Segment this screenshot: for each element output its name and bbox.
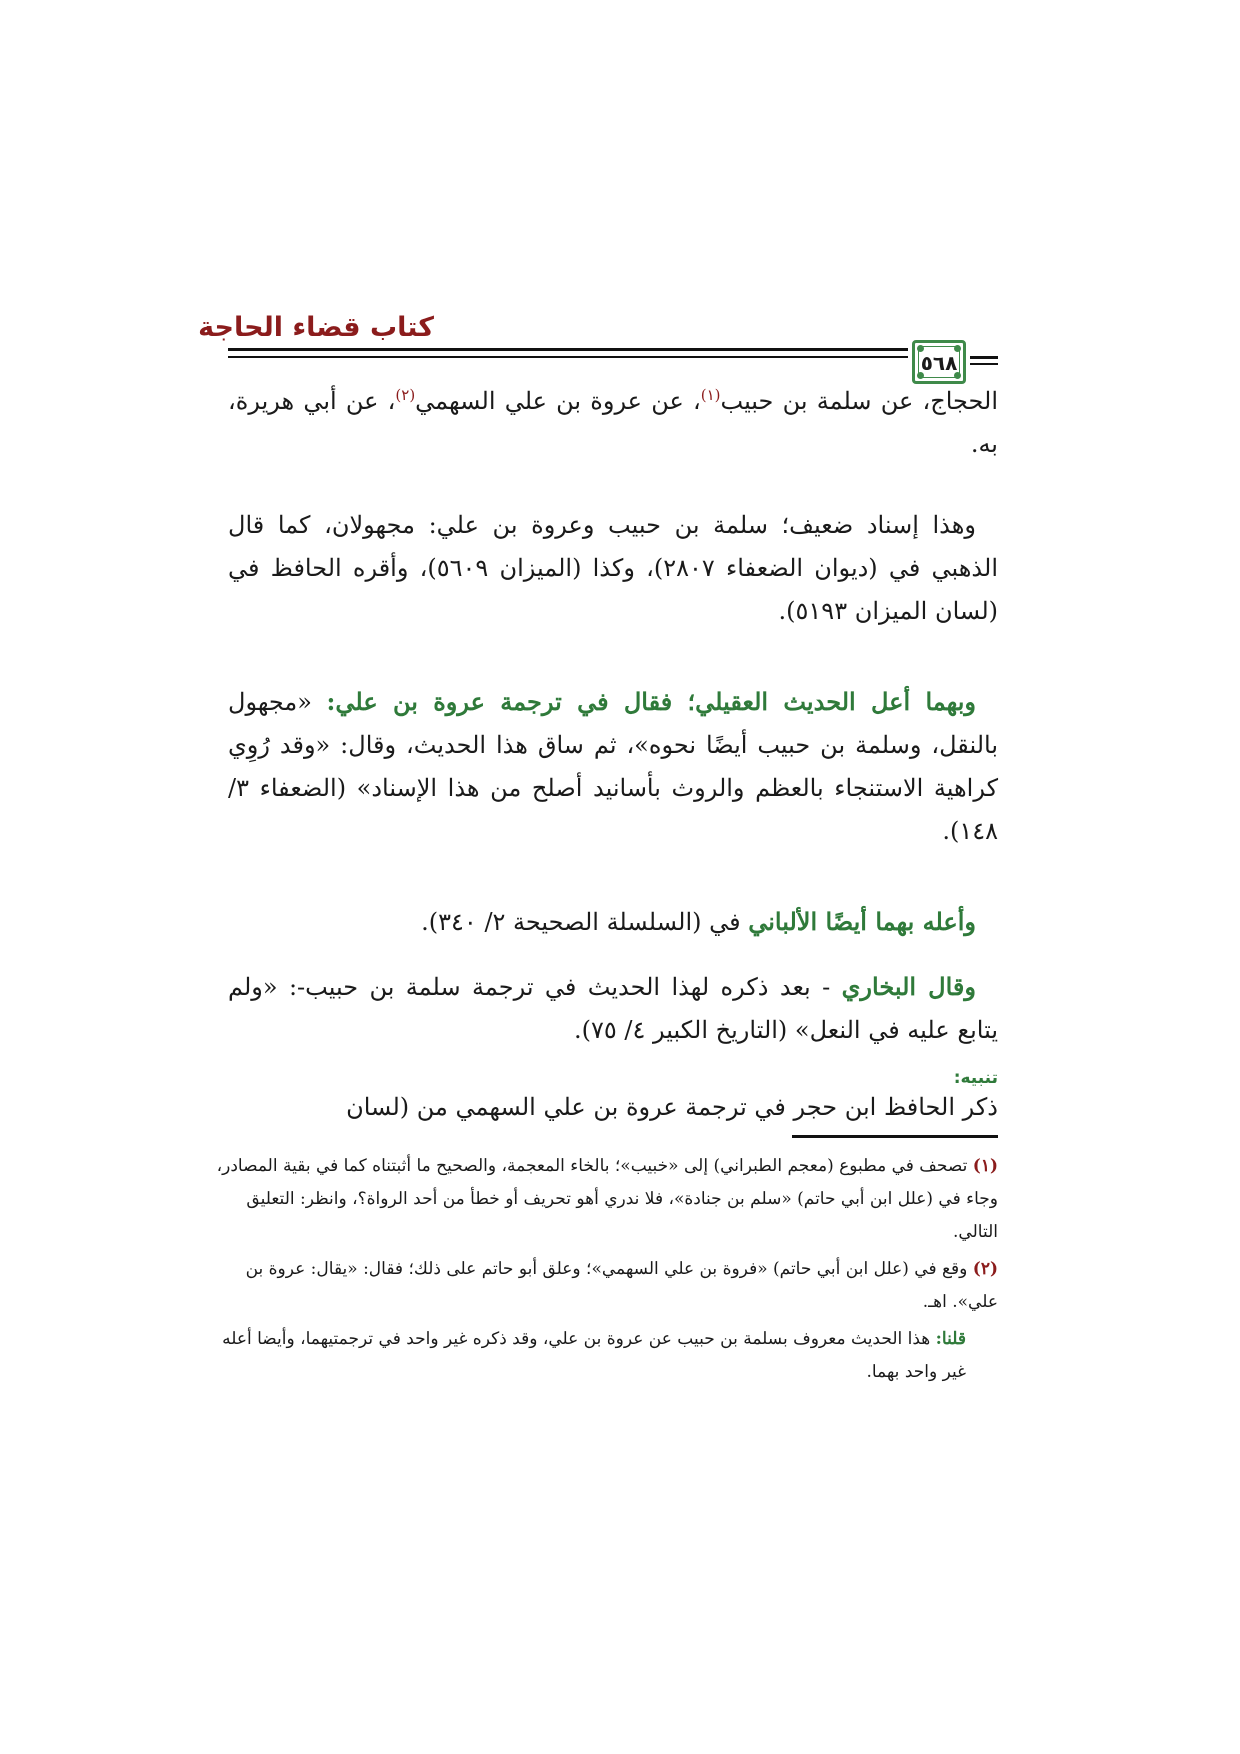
footnote-separator (792, 1135, 998, 1138)
paragraph-1-text-a: الحجاج، عن سلمة بن حبيب (720, 387, 998, 415)
paragraph-1 (228, 374, 998, 466)
main-text-3 (228, 680, 998, 853)
paragraph-3-highlight: وبهما أعل الحديث العقيلي؛ فقال في ترجمة عروة بن علي: (326, 687, 976, 716)
page-number: ٥٦٨ (920, 351, 958, 375)
main-text-6 (228, 1086, 998, 1129)
footnote-2-number: (٢) (972, 1259, 998, 1279)
footnotes (212, 1150, 998, 1393)
paragraph-5-highlight: وقال البخاري (841, 972, 976, 1001)
footnote-1 (212, 1150, 998, 1249)
paragraph-5-text: - بعد ذكره لهذا الحديث في ترجمة سلمة بن حبيب-: «ولم يتابع عليه في النعل» (التاريخ الكبير ٤/ ٧٥). (228, 973, 998, 1044)
footnote-2-continuation (212, 1323, 998, 1389)
paragraph-2 (228, 504, 998, 633)
footnote-2-continuation-text: هذا الحديث معروف بسلمة بن حبيب عن عروة بن علي، وقد ذكره غير واحد في ترجمتيهما، وأيضا أعله غير واحد بهما. (222, 1329, 966, 1382)
note-heading: تنبيه: (953, 1068, 998, 1088)
paragraph-4 (228, 900, 998, 944)
header-rule-left-top (228, 348, 908, 351)
footnote-ref-1[interactable]: (١) (700, 386, 721, 404)
paragraph-3 (228, 680, 998, 853)
footnote-ref-2[interactable]: (٢) (395, 386, 416, 404)
paragraph-1-text-b: ، عن عروة بن علي السهمي (415, 387, 701, 415)
main-text-5 (228, 965, 998, 1052)
paragraph-4-highlight: وأعله بهما أيضًا الألباني (748, 907, 976, 936)
running-header-title: كتاب قضاء الحاجة (198, 312, 434, 343)
paragraph-6-text: ذكر الحافظ ابن حجر في ترجمة عروة بن علي السهمي من (لسان (346, 1093, 998, 1121)
footnote-2 (212, 1253, 998, 1319)
main-text (228, 374, 998, 466)
paragraph-6 (228, 1086, 998, 1129)
paragraph-4-text: في (السلسلة الصحيحة ٢/ ٣٤٠). (421, 908, 749, 936)
header-rule-right-bottom (970, 363, 998, 365)
footnote-2-text: وقع في (علل ابن أبي حاتم) «فروة بن علي السهمي»؛ وعلق أبو حاتم على ذلك؛ فقال: «يقال: عروة بن علي». اهـ. (245, 1259, 998, 1312)
main-text-4 (228, 900, 998, 944)
footnote-2-highlight: قلنا: (935, 1329, 966, 1349)
header-rule-left-bottom (228, 356, 908, 358)
header-rule-right-top (970, 356, 998, 359)
footnote-1-text: تصحف في مطبوع (معجم الطبراني) إلى «خبيب»؛ بالخاء المعجمة، والصحيح ما أثبتناه كما في بقية المصادر، وجاء في (علل ابن أبي حاتم) «سلم بن جنادة»، فلا ندري أهو تحريف أو خطأ من أحد الرواة؟، وانظر: التعليق التالي. (216, 1156, 998, 1242)
paragraph-5 (228, 965, 998, 1052)
paragraph-2-text: وهذا إسناد ضعيف؛ سلمة بن حبيب وعروة بن علي: مجهولان، كما قال الذهبي في (ديوان الضعفاء ٢٨٠٧)، وكذا (الميزان ٥٦٠٩)، وأقره الحافظ في (لسان الميزان ٥١٩٣). (228, 511, 998, 625)
paragraph-3-text: «مجهول بالنقل، وسلمة بن حبيب أيضًا نحوه»، ثم ساق هذا الحديث، وقال: «وقد رُوِي كراهية الاستنجاء بالعظم والروث بأسانيد أصلح من هذا الإسناد» (الضعفاء ٣/ ١٤٨). (228, 688, 998, 845)
footnote-1-number: (١) (972, 1156, 998, 1176)
main-text-2 (228, 504, 998, 633)
paragraph-1-text-c: ، عن أبي هريرة، به. (228, 387, 998, 458)
